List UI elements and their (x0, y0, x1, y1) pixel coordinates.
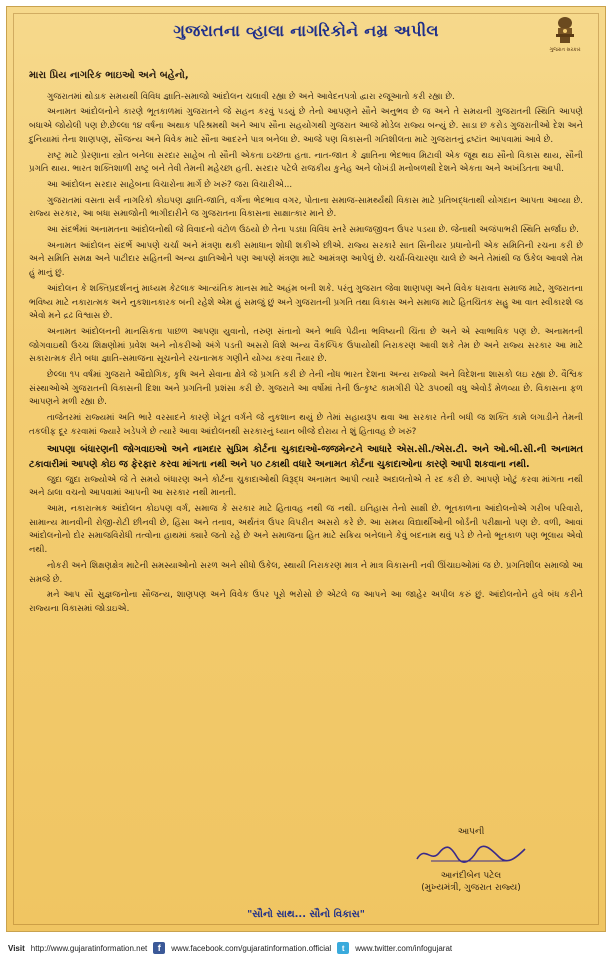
website-link[interactable]: http://www.gujaratinformation.net (30, 943, 148, 953)
slogan: "સૌનો સાથ... સૌનો વિકાસ" (247, 909, 365, 920)
paragraph: આમ, નકારાત્મક આંદોલન કોઇપણ વર્ગ, સમાજ કે સરકાર માટે હિતાવહ નથી જ નથી. ઇતિહાસ તેનો સાક્ષી છે. ભૂતકાળના આંદોલનોએ ગરીબ પરિવારો, સામાન્ય માનવીની રોજી-રોટી છીનવી છે, હિંસા અને તનાવ, અર્થતંત્ર ઉપર વિપરીત અસરો કરે છે. આ સમય વિદ્યાર્થીઓની બોર્ડની પરીક્ષાનો પણ છે. વળી, આવાં આંદોલનોનો દોર સમાજવિરોધી તત્વોના હાથમાં ક્યારે જતો રહે છે અને સમાજના હિત માટે સક્રિય બનેલાને કેવું બદનામ થવું પડે છે તેનો ભૂતકાળ પણ ભૂલાય એવો નથી. (29, 503, 583, 556)
paragraph: રાષ્ટ્ર માટે પ્રેરણાના સ્ત્રોત બનેલા સરદાર સાહેબ તો સૌની એકતા ઇચ્છતા હતા. નાત-જાત કે જ્ઞાતિના ભેદભાવ મિટાવી એક જૂથ થઇ સૌનો વિકાસ થાય, સૌની પ્રગતિ થાય. ભારત શક્તિશાળી રાષ્ટ્ર બને તેવી તેમની મહેચ્છા હતી. સરદાર પટેલે રાજકીય કુનેહ અને લોખંડી મનોબળથી દેશને એકતા અને અખંડિતતા આપી. (29, 150, 583, 175)
paragraph: તાજેતરમાં રાજ્યમાં અતિ ભારે વરસાદને કારણે ખેડૂત વર્ગને જે નુકશાન થયું છે તેમાં સહાયરૂપ થવા આ સરકાર તેની બધી જ શક્તિ કામે લગાડીને તેમની તકલીફ દૂર કરવામાં જ્યારે ખડેપગે છે ત્યારે આવા આંદોલનથી સરકારનું ધ્યાન બીજે દોરાય તે શું હિતાવહ છે ખરું? (29, 413, 583, 437)
signature-block (391, 827, 551, 893)
emblem-caption: ગુજરાત સરકાર (549, 47, 581, 53)
footer-links (0, 936, 612, 960)
paragraph: આ સંદર્ભમાં અનામતના આંદોલનોથી જે વિવાદનો વંટોળ ઉઠયો છે તેના પડઘા વિવિધ સ્તરે સમાજજીવન ઉપર પડયા છે. જેનાથી અજંપાભરી સ્થિતિ સર્જાઇ છે. (47, 225, 579, 236)
page-title: ગુજરાતના વ્હાલા નાગરિકોને નમ્ર અપીલ (173, 21, 439, 40)
visit-label: Visit (8, 943, 25, 953)
paragraph: ગુજરાતમાં થોડાક સમયથી વિવિધ જ્ઞાતિ-સમાજો આંદોલન ચલાવી રહ્યા છે અને આવેદનપત્રો દ્વારા રજૂઆતો કરી રહ્યા છે. (47, 91, 455, 102)
paragraph: જુદા જુદા રાજ્યોએ જે તે સમયે બંધારણ અને કોર્ટના ચુકાદાઓથી વિરૂદ્ધ અનામત આપી ત્યારે અદાલતોએ તે રદ કરી છે. આપણે ખોટું કરવા માંગતા નથી અને ઠાલા વચનો આપવામાં આપની આ સરકાર નથી માનતી. (29, 474, 583, 499)
lion-capital-icon (554, 15, 576, 45)
paragraph: આંદોલન કે શક્તિપ્રદર્શનનું માધ્યમ કેટલાક આત્યંતિક માનસ માટે અહંમ બની શકે. પરંતુ ગુજરાત જેવા શાણપણ અને વિવેક ધરાવતા સમાજ માટે, ગુજરાતના ભવિષ્ય માટે નકારાત્મક અને નુકશાનકારક બની રહેશે એમ હું સમજું છું અને ગુજરાતની પ્રગતિ તથા વિકાસ અને સમાજ માટે હિતચિંતક સહુ આ વાત સ્વીકારશે જ એવો મને દ્રઢ વિશ્વાસ છે. (29, 283, 583, 322)
signatory-designation: (મુખ્યમંત્રી, ગુજરાત રાજ્ય) (421, 883, 521, 893)
facebook-icon: f (153, 942, 165, 954)
paragraph: અનામત આંદોલનોને કારણે ભૂતકાળમાં ગુજરાતને જે સહન કરવું પડયું છે તેનો આપણને સૌને અનુભવ છે જ અને તે સમયની ગુજરાતની સ્થિતિ આપણે બધાએ જોયેલી પણ છે.છેલ્લા ૧૪ વર્ષના અથાક પરિશ્રમથી અને આપ સૌના સહયોગથી ગુજરાત આજે મોડેલ રાજ્ય બન્યું છે. સાડા છ કરોડ ગુજરાતીઓ દેશ અને દુનિયામાં તેના શાણપણ, સૌજન્ય અને વિવેક માટે સૌના આદરને પાત્ર બનેલા છે. આજે પણ વિકાસની ગતિશીલતા માટે ગુજરાતનું દ્રષ્ટાંત આપવામાં આવે છે. (29, 107, 583, 145)
handwritten-signature (391, 841, 551, 867)
state-emblem (541, 15, 589, 53)
paragraph: અનામત આંદોલન સંદર્ભે આપણે ચર્ચા અને મંત્રણા થકી સમાધાન શોધી શકીએ છીએ. રાજ્ય સરકારે સાત સિનીયર પ્રધાનોની એક સમિતિની રચના કરી છે અને સમિતિ સમક્ષ અને પાટીદાર સહિતની અન્ય જ્ઞાતિઓને પણ આપણે મંત્રણા માટે આમંત્રણ આપેલું છે. ચર્ચા-વિચારણા ચાલે છે અને તેમાંથી જ ઉકેલ આવશે તેમ હું માનું છું. (29, 240, 583, 279)
paragraph: છેલ્લા ૧૫ વર્ષમાં ગુજરાતે ઔદ્યોગિક, કૃષિ અને સેવાના ક્ષેત્રે જે પ્રગતિ કરી છે તેની નોંધ ભારત દેશના અન્ય રાજ્યો અને વિદેશના શાસકો લઇ રહ્યા છે. વૈશ્વિક સંસ્થાઓએ ગુજરાતની વિકાસની દિશા અને પ્રગતિની પ્રશંસા કરી છે. ગુજરાતે આ વર્ષોમાં તેની ઉત્કૃષ્ટ કામગીરી પેટે ૩૫૦થી વધુ એવોર્ડ મેળવ્યા છે. વિકાસના ફળ આપણને મળી રહ્યા છે. (29, 370, 583, 408)
paragraph: ગુજરાતમાં વસતા સર્વ નાગરિકો કોઇપણ જ્ઞાતિ-જાતિ, વર્ગના ભેદભાવ વગર, પોતાના સમાજ-સામર્થ્યથી વિકાસ માટે પ્રતિબદ્ધતાથી યોગદાન આપતા આવ્યા છે. રાજ્ય સરકાર, આ બધા સમાજોની ભાગીદારીને જ ગુજરાતના વિકાસના સાક્ષાત્કાર માને છે. (29, 195, 583, 220)
closing: આપની (457, 827, 485, 837)
signature-icon (411, 841, 531, 867)
facebook-link[interactable]: www.facebook.com/gujaratinformation.official (171, 943, 332, 953)
paragraph: મને આપ સૌ સુજ્ઞજનોના સૌજન્ય, શાણપણ અને વિવેક ઉપર પૂરો ભરોસો છે એટલે જ આપને આ જાહેર અપીલ કરું છું. આંદોલનોને હવે બંધ કરીને રાજ્યના વિકાસમાં જોડાઇએ. (29, 590, 583, 614)
twitter-link[interactable]: www.twitter.com/infogujarat (355, 943, 453, 953)
letter-body (29, 69, 583, 619)
salutation: મારા પ્રિય નાગરિક ભાઇઓ અને બહેનો, (29, 70, 189, 81)
paragraph: નોકરી અને શિક્ષણક્ષેત્ર માટેની સમસ્યાઓનો સરળ અને સીધો ઉકેલ, સ્થાયી નિરાકરણ માત્ર ને માત્ર વિકાસની નવી ઊંચાઇઓમાં જ છે. પ્રગતિશીલ સમાજો આ સમજે છે. (29, 560, 583, 585)
appeal-letter-page (6, 6, 606, 932)
signatory-name: આનંદીબેન પટેલ (440, 871, 502, 881)
paragraph: આ આંદોલન સરદાર સાહેબના વિચારોના માર્ગે છે ખરું? જરા વિચારીએ... (47, 179, 293, 190)
reservation-policy-statement: આપણા બંધારણની જોગવાઇઓ અને નામદાર સુપ્રિમ કોર્ટના ચુકાદાઓ-જજમેન્ટને આધારે એસ.સી./એસ.ટી. અને ઓ.બી.સી.ની અનામત ટકાવારીમાં આપણે કોઇ જ ફેરફાર કરવા માંગતા નથી અને ૫૦ ટકાથી વધારે અનામત કોર્ટના ચુકાદાઓના કારણે આપી શકવાના નથી. (29, 443, 583, 470)
paragraph: અનામત આંદોલનની માનસિકતા પાછળ આપણા યુવાનો, તરુણ સંતાનો અને ભાવિ પેઢીના ભવિષ્યની ચિંતા છે અને એ સ્વાભાવિક પણ છે. અનામતની જોગવાઇથી ઉચ્ચ શિક્ષણોમાં પ્રવેશ અને નોકરીઓ અંગે પડતી અસરો વિશે અન્ય વૈકલ્પિક ઉપાયોથી નિરાકરણ આવી શકે તેમ છે અને રાજ્ય સરકાર આ માટે સકારાત્મક રીતે બધા જ્ઞાતિ-સમાજના સૂચનોને રચનાત્મક ગણીને યોગ્ય કરવા તૈયાર છે. (29, 326, 583, 365)
letter-header (7, 21, 605, 53)
twitter-icon: t (337, 942, 349, 954)
